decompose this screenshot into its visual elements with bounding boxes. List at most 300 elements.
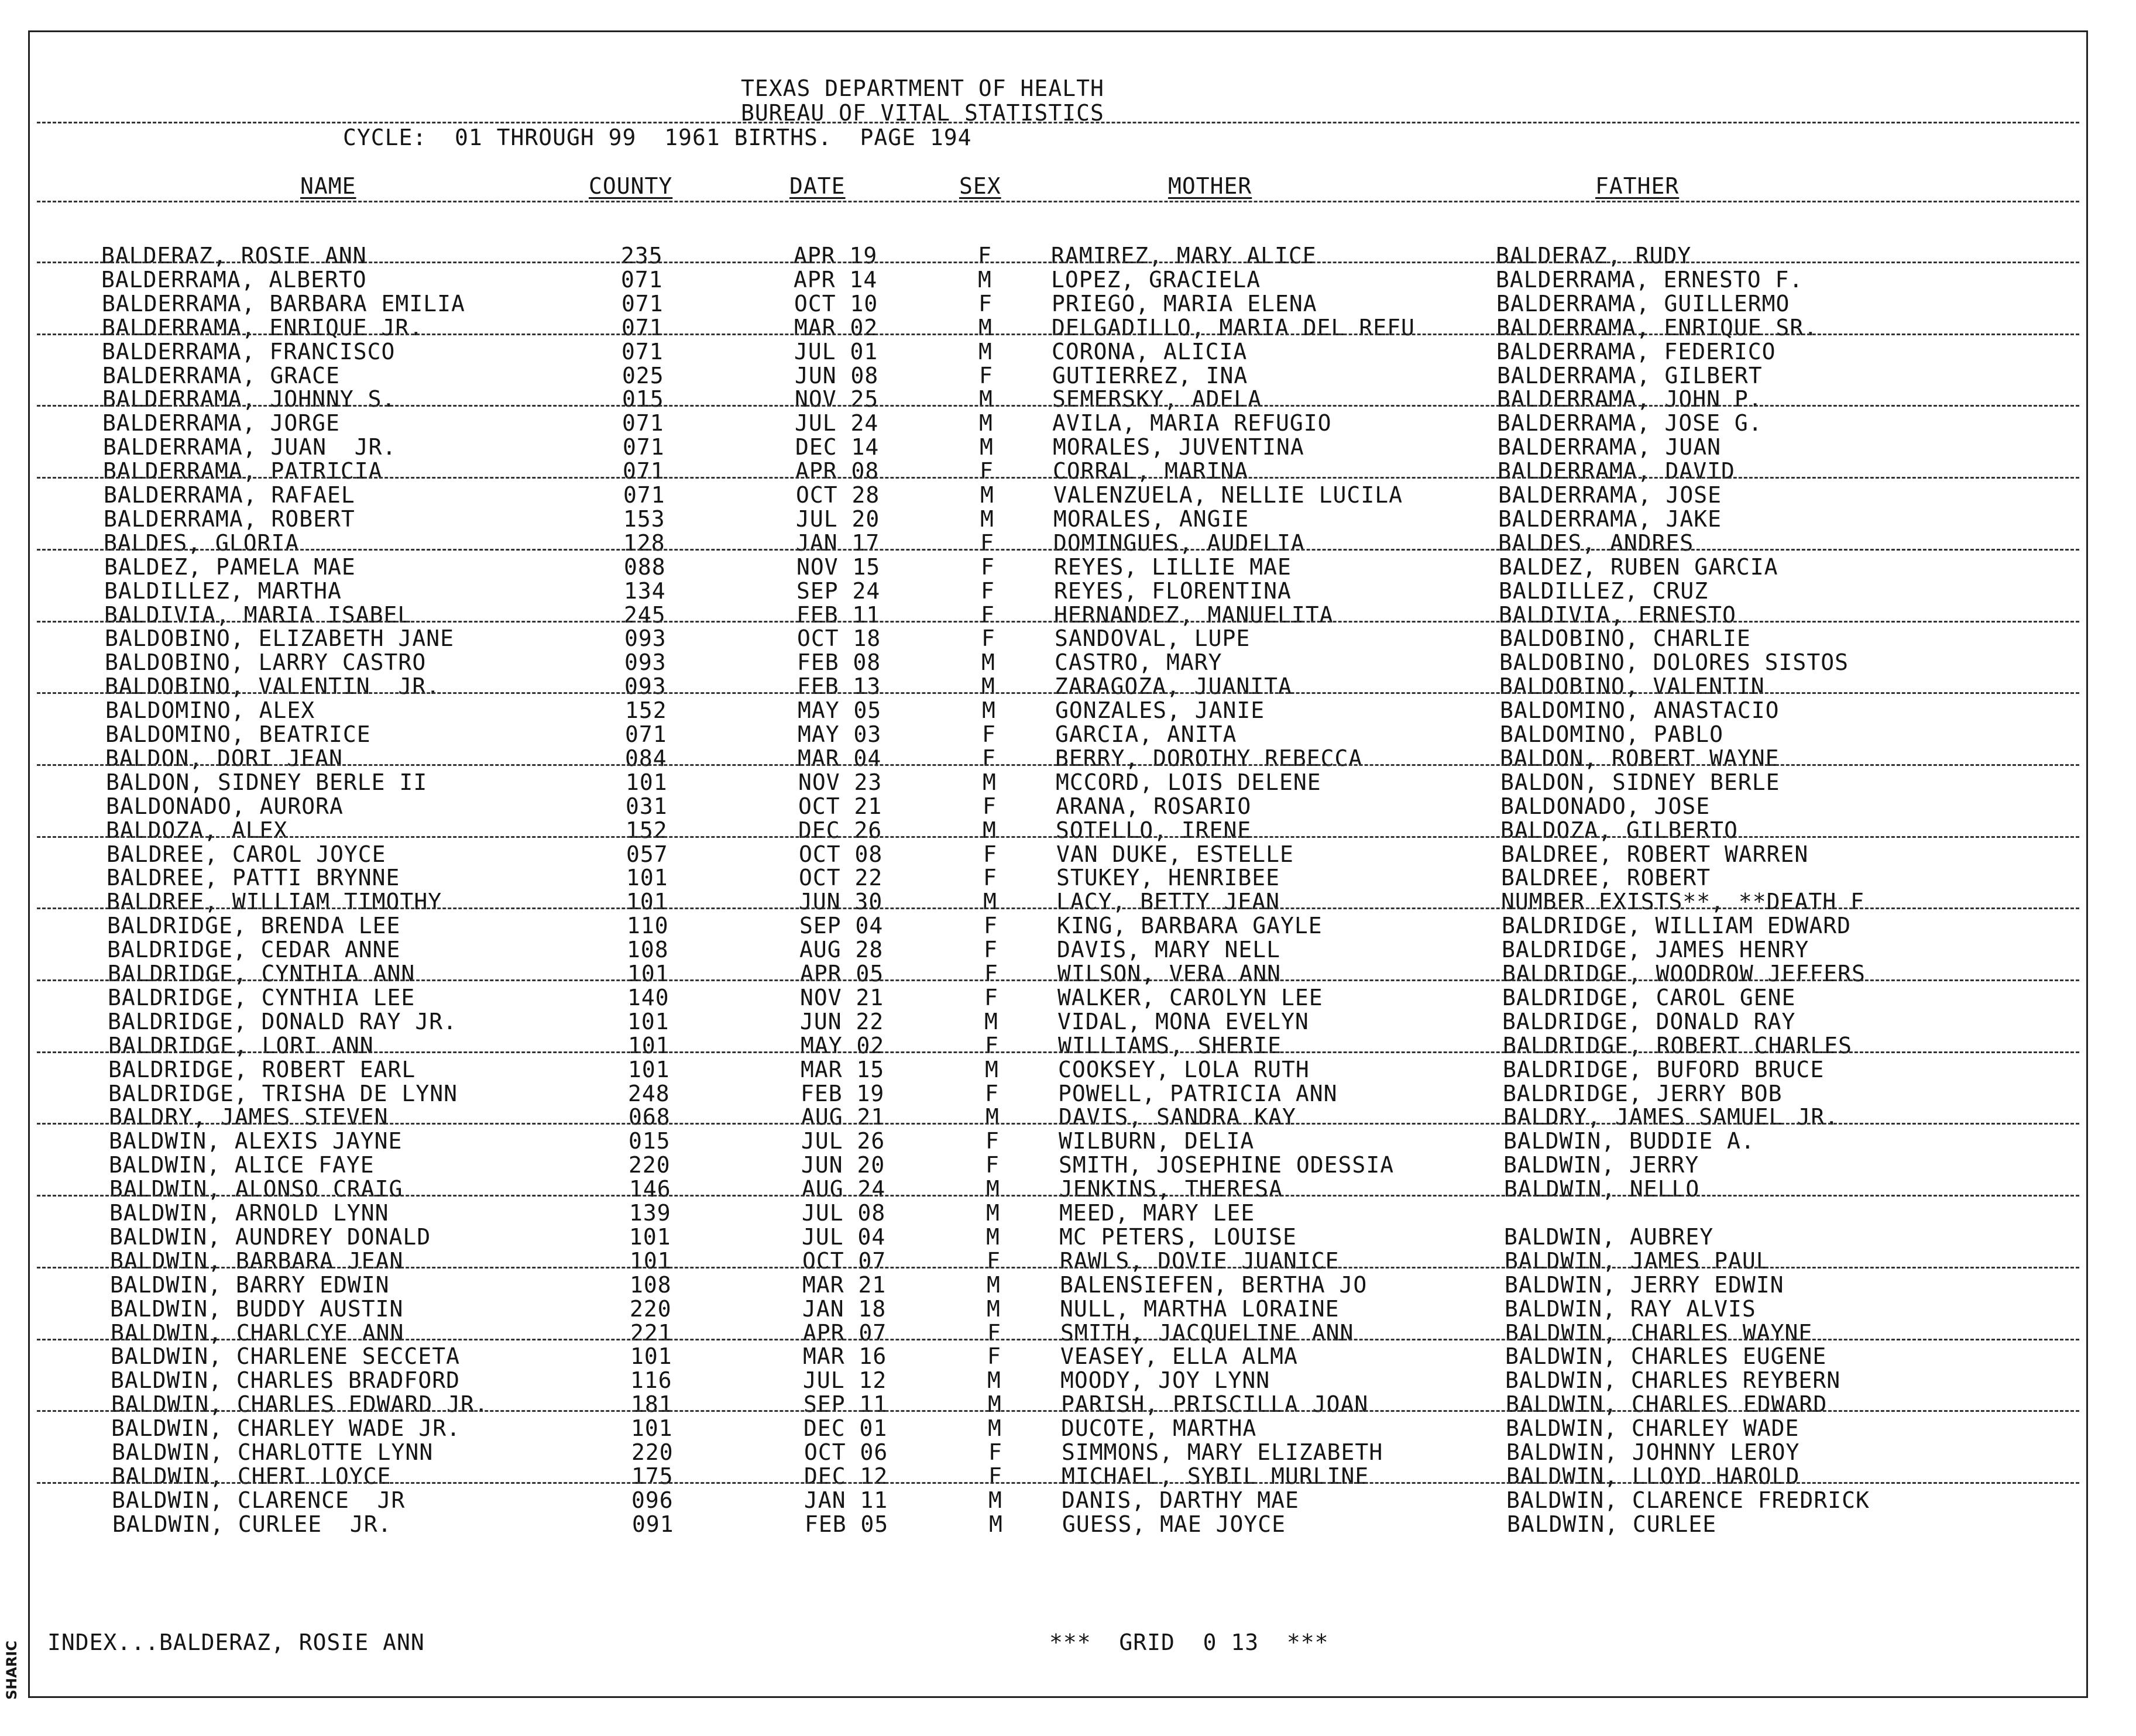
cell-date: JUN 08: [795, 362, 879, 389]
cell-county: 221: [630, 1319, 672, 1346]
cell-mother: JENKINS, THERESA: [1059, 1176, 1283, 1202]
cell-mother: MEED, MARY LEE: [1059, 1200, 1255, 1226]
cell-mother: SEMERSKY, ADELA: [1052, 386, 1262, 412]
cell-sex: M: [986, 1223, 1000, 1250]
table-row: [37, 1129, 2097, 1153]
table-row: [33, 579, 2093, 603]
cell-mother: WILLIAMS, SHERIE: [1058, 1032, 1282, 1058]
cell-county: 140: [627, 984, 669, 1010]
cell-mother: BERRY, DOROTHY REBECCA: [1055, 745, 1363, 771]
table-row: [33, 603, 2093, 627]
divider-line: [37, 122, 2079, 123]
cell-father: BALDWIN, CHARLES REYBERN: [1505, 1367, 1841, 1394]
cell-mother: GARCIA, ANITA: [1055, 721, 1237, 747]
cell-county: 088: [624, 554, 666, 580]
column-header-father: FATHER: [1595, 173, 1680, 199]
cell-name: BALDON, SIDNEY BERLE II: [106, 769, 428, 795]
cell-county: 175: [631, 1463, 674, 1489]
cell-date: FEB 13: [797, 673, 881, 700]
cell-father: BALDRIDGE, ROBERT CHARLES: [1503, 1032, 1852, 1058]
cell-county: 181: [631, 1391, 673, 1418]
table-row: [39, 1321, 2099, 1345]
cell-county: 096: [631, 1487, 674, 1513]
cell-date: OCT 18: [797, 625, 881, 652]
cell-name: BALDOMINO, ALEX: [105, 697, 315, 724]
cell-date: JUN 20: [801, 1152, 885, 1178]
cell-name: BALDREE, PATTI BRYNNE: [107, 865, 400, 891]
cell-mother: ARANA, ROSARIO: [1056, 793, 1252, 819]
cell-county: 093: [624, 673, 667, 700]
cell-father: BALDOZA, GILBERTO: [1500, 817, 1738, 843]
cell-mother: VIDAL, MONA EVELYN: [1057, 1008, 1309, 1034]
table-row: [35, 890, 2095, 913]
cell-date: JUL 20: [796, 506, 880, 532]
table-row: [33, 675, 2093, 698]
cell-name: BALDWIN, CHARLCYE ANN: [111, 1319, 404, 1346]
cell-name: BALDERAZ, ROSIE ANN: [101, 243, 367, 269]
column-header-county: COUNTY: [589, 173, 673, 199]
divider-line: [37, 334, 2079, 335]
cell-father: BALDERRAMA, JOHN P.: [1497, 386, 1763, 412]
cell-sex: M: [988, 1415, 1002, 1442]
cell-name: BALDWIN, BARBARA JEAN: [110, 1247, 404, 1274]
cell-sex: M: [988, 1391, 1002, 1418]
cell-date: SEP 24: [796, 577, 881, 604]
cell-father: BALDON, ROBERT WAYNE: [1500, 745, 1780, 771]
table-row: [36, 938, 2096, 961]
cell-date: NOV 25: [795, 386, 879, 412]
cell-mother: POWELL, PATRICIA ANN: [1058, 1080, 1338, 1106]
cell-sex: F: [981, 601, 995, 628]
cell-father: BALDWIN, JERRY: [1503, 1152, 1699, 1178]
cell-name: BALDERRAMA, ENRIQUE JR.: [102, 314, 424, 341]
cell-mother: PARISH, PRISCILLA JOAN: [1061, 1391, 1369, 1418]
cell-date: MAR 02: [794, 314, 878, 341]
cell-date: JUL 26: [801, 1128, 885, 1154]
cell-name: BALDWIN, ALICE FAYE: [109, 1152, 375, 1178]
cell-date: MAR 21: [802, 1271, 887, 1298]
cell-father: BALDRIDGE, WOODROW JEFFERS: [1502, 961, 1866, 986]
cell-mother: SMITH, JACQUELINE ANN: [1060, 1319, 1354, 1346]
cell-mother: REYES, FLORENTINA: [1054, 577, 1292, 604]
table-row: [32, 435, 2092, 459]
cell-date: AUG 24: [802, 1176, 886, 1202]
cell-sex: M: [984, 1008, 998, 1034]
cell-county: 108: [630, 1271, 672, 1298]
cell-mother: REYES, LILLIE MAE: [1054, 554, 1292, 580]
cell-sex: F: [983, 841, 997, 867]
cell-date: OCT 21: [798, 793, 882, 819]
cell-name: BALDOBINO, VALENTIN JR.: [105, 673, 441, 700]
cell-sex: M: [980, 506, 994, 532]
cell-date: DEC 12: [804, 1463, 888, 1489]
table-row: [35, 843, 2095, 866]
column-header-mother: MOTHER: [1168, 173, 1252, 199]
divider-line: [37, 1195, 2079, 1197]
cell-county: 152: [626, 817, 668, 843]
cell-sex: M: [983, 817, 997, 843]
cell-name: BALDRIDGE, LORI ANN: [108, 1032, 374, 1058]
cell-mother: PRIEGO, MARIA ELENA: [1052, 290, 1317, 317]
cell-county: 101: [626, 865, 668, 891]
table-row: [30, 244, 2090, 267]
cell-mother: DAVIS, MARY NELL: [1057, 937, 1281, 963]
cell-county: 101: [629, 1223, 671, 1250]
cell-mother: CORONA, ALICIA: [1052, 338, 1248, 365]
cell-county: 152: [625, 697, 667, 724]
divider-line: [37, 1051, 2079, 1053]
header-department: TEXAS DEPARTMENT OF HEALTH: [741, 75, 1104, 101]
cell-county: 128: [623, 530, 665, 556]
divider-line: [37, 549, 2079, 551]
cell-father: BALDERRAMA, DAVID: [1498, 458, 1735, 484]
cell-name: BALDWIN, CHARLES EDWARD JR.: [111, 1391, 489, 1418]
cell-date: DEC 14: [795, 434, 880, 460]
cell-mother: NULL, MARTHA LORAINE: [1060, 1295, 1340, 1322]
cell-name: BALDWIN, CHARLEY WADE JR.: [111, 1415, 461, 1442]
column-header-sex: SEX: [959, 173, 1001, 199]
cell-sex: F: [988, 1439, 1002, 1465]
cell-sex: F: [980, 458, 994, 484]
cell-mother: MORALES, JUVENTINA: [1053, 434, 1304, 460]
cell-county: 015: [629, 1128, 671, 1154]
cell-mother: DANIS, DARTHY MAE: [1062, 1487, 1299, 1513]
cell-date: NOV 15: [796, 554, 881, 580]
table-row: [32, 459, 2092, 483]
cell-date: JUL 01: [794, 338, 878, 365]
cell-father: BALDIVIA, ERNESTO: [1499, 601, 1736, 628]
cell-mother: SANDOVAL, LUPE: [1055, 625, 1251, 652]
cell-sex: F: [984, 984, 998, 1010]
cell-name: BALDWIN, ARNOLD LYNN: [109, 1200, 389, 1226]
cell-date: MAY 05: [798, 697, 882, 724]
cell-father: BALDERRAMA, JOSE: [1498, 482, 1722, 508]
cell-date: JUN 30: [799, 889, 883, 915]
cell-father: BALDRIDGE, CAROL GENE: [1502, 984, 1796, 1010]
table-row: [37, 1082, 2097, 1105]
cell-father: BALDERRAMA, ENRIQUE SR.: [1496, 314, 1818, 341]
divider-line: [37, 836, 2079, 838]
cell-date: MAY 03: [798, 721, 882, 747]
cell-father: BALDREE, ROBERT WARREN: [1501, 841, 1809, 867]
cell-mother: DAVIS, SANDRA KAY: [1059, 1104, 1296, 1130]
cell-date: DEC 01: [803, 1415, 888, 1442]
cell-date: OCT 07: [802, 1247, 887, 1274]
divider-line: [37, 201, 2079, 202]
divider-line: [37, 477, 2079, 479]
cell-county: 101: [630, 1343, 672, 1370]
cell-name: BALDWIN, CLARENCE JR: [112, 1487, 406, 1513]
cell-name: BALDIVIA, MARIA ISABEL: [104, 601, 412, 628]
table-row: [41, 1512, 2101, 1536]
cell-mother: VALENZUELA, NELLIE LUCILA: [1053, 482, 1403, 508]
cell-mother: MOODY, JOY LYNN: [1060, 1367, 1270, 1394]
table-row: [32, 507, 2092, 531]
cell-date: FEB 19: [801, 1080, 885, 1106]
cell-father: BALDWIN, CHARLES WAYNE: [1505, 1319, 1813, 1346]
cell-father: BALDEZ, RUBEN GARCIA: [1499, 554, 1778, 580]
footer-index: INDEX...BALDERAZ, ROSIE ANN: [47, 1630, 425, 1655]
cell-sex: F: [978, 243, 992, 269]
cell-father: BALDWIN, AUBREY: [1504, 1223, 1714, 1250]
table-row: [40, 1465, 2100, 1488]
cell-sex: F: [987, 1247, 1001, 1274]
cell-father: BALDRIDGE, DONALD RAY: [1502, 1008, 1796, 1034]
cell-mother: COOKSEY, LOLA RUTH: [1058, 1056, 1310, 1082]
cell-county: 101: [627, 961, 669, 986]
cell-father: BALDWIN, BUDDIE A.: [1503, 1128, 1755, 1154]
table-row: [31, 364, 2091, 387]
cell-father: BALDERRAMA, ERNESTO F.: [1496, 266, 1804, 293]
cell-father: BALDREE, ROBERT: [1501, 865, 1711, 891]
table-row: [40, 1441, 2100, 1464]
cell-mother: DELGADILLO, MARIA DEL REFU: [1052, 314, 1415, 341]
cell-sex: M: [979, 410, 993, 436]
divider-line: [37, 1482, 2079, 1484]
divider-line: [37, 979, 2079, 981]
cell-date: OCT 10: [794, 290, 878, 317]
cell-county: 071: [623, 434, 665, 460]
table-row: [39, 1345, 2099, 1368]
cell-mother: CASTRO, MARY: [1055, 649, 1222, 676]
cell-mother: SOTELLO, IRENE: [1056, 817, 1252, 843]
cell-county: 071: [622, 410, 664, 436]
table-row: [33, 651, 2093, 674]
cell-name: BALDRIDGE, CYNTHIA LEE: [108, 984, 415, 1010]
cell-sex: F: [982, 745, 996, 771]
cell-sex: M: [978, 338, 993, 365]
cell-father: BALDWIN, CLARENCE FREDRICK: [1506, 1487, 1870, 1513]
cell-name: BALDERRAMA, GRACE: [102, 362, 340, 389]
cell-sex: F: [981, 577, 995, 604]
cell-mother: WALKER, CAROLYN LEE: [1057, 984, 1323, 1010]
table-row: [38, 1177, 2098, 1201]
cell-date: FEB 05: [805, 1511, 889, 1537]
cell-mother: DUCOTE, MARTHA: [1061, 1415, 1257, 1442]
cell-sex: M: [981, 673, 995, 700]
table-row: [39, 1249, 2099, 1273]
table-row: [39, 1369, 2099, 1392]
cell-name: BALDWIN, CHARLOTTE LYNN: [112, 1439, 434, 1465]
header-cycle: CYCLE: 01 THROUGH 99 1961 BIRTHS. PAGE 194: [343, 125, 972, 150]
cell-sex: F: [985, 1032, 999, 1058]
cell-sex: F: [983, 793, 997, 819]
cell-sex: F: [982, 721, 996, 747]
cell-date: APR 08: [795, 458, 880, 484]
cell-father: BALDOMINO, PABLO: [1500, 721, 1724, 747]
table-row: [35, 771, 2094, 794]
cell-county: 101: [631, 1415, 673, 1442]
cell-father: BALDERRAMA, JAKE: [1498, 506, 1722, 532]
divider-line: [37, 1339, 2079, 1340]
cell-county: 071: [623, 458, 665, 484]
cell-name: BALDREE, CAROL JOYCE: [107, 841, 386, 867]
table-row: [35, 795, 2094, 818]
cell-mother: MICHAEL, SYBIL MURLINE: [1062, 1463, 1369, 1489]
cell-county: 101: [628, 1056, 670, 1082]
table-row: [36, 962, 2096, 985]
cell-name: BALDRIDGE, DONALD RAY JR.: [108, 1008, 457, 1034]
cell-name: BALDWIN, AUNDREY DONALD: [109, 1223, 431, 1250]
cell-mother: KING, BARBARA GAYLE: [1057, 913, 1323, 939]
cell-date: JUL 12: [803, 1367, 887, 1394]
cell-sex: F: [981, 625, 995, 652]
cell-county: 071: [621, 338, 664, 365]
cell-date: SEP 04: [799, 913, 884, 939]
cell-mother: STUKEY, HENRIBEE: [1056, 865, 1280, 891]
cell-mother: WILBURN, DELIA: [1059, 1128, 1255, 1154]
header-bureau: BUREAU OF VITAL STATISTICS: [741, 100, 1104, 126]
cell-date: APR 14: [794, 266, 878, 293]
divider-line: [37, 764, 2079, 766]
table-row: [34, 699, 2094, 722]
cell-mother: GONZALES, JANIE: [1055, 697, 1265, 724]
cell-mother: CORRAL, MARINA: [1053, 458, 1249, 484]
cell-sex: F: [985, 1152, 1000, 1178]
cell-date: JUL 04: [802, 1223, 886, 1250]
table-row: [32, 531, 2092, 555]
cell-father: BALDRIDGE, WILLIAM EDWARD: [1502, 913, 1851, 939]
cell-date: JUL 08: [802, 1200, 886, 1226]
cell-date: DEC 26: [798, 817, 882, 843]
table-row: [35, 819, 2094, 842]
cell-father: BALDERAZ, RUDY: [1496, 243, 1692, 269]
cell-sex: F: [988, 1463, 1002, 1489]
cell-name: BALDWIN, BARRY EDWIN: [110, 1271, 390, 1298]
cell-father: BALDRY, JAMES SAMUEL JR.: [1503, 1104, 1839, 1130]
cell-father: BALDRIDGE, BUFORD BRUCE: [1503, 1056, 1825, 1082]
cell-sex: F: [985, 1128, 1000, 1154]
divider-line: [37, 907, 2079, 909]
cell-county: 108: [627, 937, 669, 963]
cell-name: BALDRIDGE, ROBERT EARL: [108, 1056, 416, 1082]
cell-sex: F: [984, 937, 998, 963]
table-row: [39, 1273, 2099, 1297]
cell-name: BALDERRAMA, JUAN JR.: [103, 434, 397, 460]
cell-sex: M: [985, 1104, 1000, 1130]
cell-date: OCT 28: [796, 482, 880, 508]
cell-name: BALDWIN, CHARLES BRADFORD: [111, 1367, 460, 1394]
cell-father: BALDOBINO, DOLORES SISTOS: [1499, 649, 1849, 676]
table-row: [40, 1489, 2100, 1512]
cell-sex: M: [978, 314, 993, 341]
cell-name: BALDON, DORI JEAN: [105, 745, 343, 771]
cell-date: NOV 21: [800, 984, 884, 1010]
cell-name: BALDRY, JAMES STEVEN: [109, 1104, 389, 1130]
cell-sex: M: [980, 434, 994, 460]
cell-father: BALDERRAMA, GUILLERMO: [1496, 290, 1790, 317]
cell-father: BALDILLEZ, CRUZ: [1499, 577, 1709, 604]
cell-mother: GUESS, MAE JOYCE: [1062, 1511, 1286, 1537]
cell-mother: HERNANDEZ, MANUELITA: [1054, 601, 1334, 628]
cell-sex: F: [985, 1080, 999, 1106]
cell-sex: M: [989, 1511, 1003, 1537]
cell-sex: M: [988, 1487, 1002, 1513]
cell-name: BALDOMINO, BEATRICE: [105, 721, 371, 747]
cell-name: BALDERRAMA, JORGE: [102, 410, 340, 436]
cell-name: BALDOZA, ALEX: [106, 817, 288, 843]
cell-date: JAN 18: [802, 1295, 887, 1322]
cell-date: APR 05: [800, 961, 884, 986]
cell-father: BALDERRAMA, GILBERT: [1497, 362, 1763, 389]
cell-mother: MORALES, ANGIE: [1053, 506, 1249, 532]
cell-father: BALDWIN, RAY ALVIS: [1505, 1295, 1756, 1322]
cell-date: JUN 22: [800, 1008, 884, 1034]
cell-date: MAR 16: [803, 1343, 887, 1370]
cell-county: 139: [629, 1200, 671, 1226]
cell-county: 146: [629, 1176, 671, 1202]
cell-mother: MC PETERS, LOUISE: [1059, 1223, 1297, 1250]
table-row: [40, 1417, 2100, 1440]
cell-date: AUG 21: [801, 1104, 885, 1130]
divider-line: [37, 1123, 2079, 1125]
cell-county: 134: [624, 577, 666, 604]
cell-mother: RAWLS, DOVIE JUANICE: [1060, 1247, 1340, 1274]
cell-name: BALDERRAMA, BARBARA EMILIA: [102, 290, 465, 317]
cell-father: BALDRIDGE, JERRY BOB: [1503, 1080, 1783, 1106]
cell-father: BALDON, SIDNEY BERLE: [1500, 769, 1780, 795]
cell-county: 101: [627, 1008, 669, 1034]
cell-county: 101: [628, 1032, 670, 1058]
cell-name: BALDWIN, ALONSO CRAIG: [109, 1176, 403, 1202]
cell-mother: BALENSIEFEN, BERTHA JO: [1060, 1271, 1368, 1298]
cell-county: 071: [621, 314, 664, 341]
divider-line: [37, 405, 2079, 407]
cell-name: BALDES, GLORIA: [104, 530, 300, 556]
cell-date: JAN 17: [796, 530, 880, 556]
cell-name: BALDERRAMA, ROBERT: [104, 506, 355, 532]
table-row: [37, 1105, 2097, 1129]
cell-mother: MCCORD, LOIS DELENE: [1056, 769, 1321, 795]
cell-sex: M: [987, 1367, 1001, 1394]
cell-mother: SMITH, JOSEPHINE ODESSIA: [1059, 1152, 1395, 1178]
table-row: [36, 914, 2096, 937]
cell-mother: ZARAGOZA, JUANITA: [1055, 673, 1292, 700]
cell-name: BALDERRAMA, JOHNNY S.: [102, 386, 396, 412]
divider-line: [37, 1410, 2079, 1412]
cell-name: BALDONADO, AURORA: [106, 793, 344, 819]
cell-sex: F: [987, 1343, 1001, 1370]
cell-name: BALDRIDGE, TRISHA DE LYNN: [108, 1080, 458, 1106]
cell-county: 071: [621, 290, 664, 317]
table-row: [36, 1010, 2096, 1033]
cell-father: BALDWIN, JERRY EDWIN: [1505, 1271, 1784, 1298]
cell-father: BALDOBINO, CHARLIE: [1499, 625, 1751, 652]
cell-county: 101: [630, 1247, 672, 1274]
cell-sex: F: [978, 290, 993, 317]
cell-county: 093: [624, 649, 667, 676]
cell-county: 071: [623, 482, 665, 508]
cell-name: BALDRIDGE, CYNTHIA ANN: [108, 961, 415, 986]
cell-name: BALDRIDGE, BRENDA LEE: [107, 913, 401, 939]
cell-county: 025: [622, 362, 664, 389]
cell-date: SEP 11: [803, 1391, 888, 1418]
cell-mother: RAMIREZ, MARY ALICE: [1051, 243, 1317, 269]
cell-father: BALDERRAMA, FEDERICO: [1496, 338, 1776, 365]
cell-father: BALDWIN, JOHNNY LEROY: [1506, 1439, 1800, 1465]
table-row: [33, 555, 2093, 579]
cell-sex: F: [983, 865, 997, 891]
cell-date: JUL 24: [795, 410, 879, 436]
table-row: [37, 1034, 2097, 1057]
cell-father: BALDWIN, JAMES PAUL: [1505, 1247, 1770, 1274]
cell-father: BALDOMINO, ANASTACIO: [1500, 697, 1780, 724]
cell-sex: M: [978, 266, 992, 293]
cell-date: MAY 02: [801, 1032, 885, 1058]
cell-name: BALDRIDGE, CEDAR ANNE: [107, 937, 401, 963]
cell-sex: F: [980, 530, 994, 556]
cell-sex: M: [981, 649, 995, 676]
